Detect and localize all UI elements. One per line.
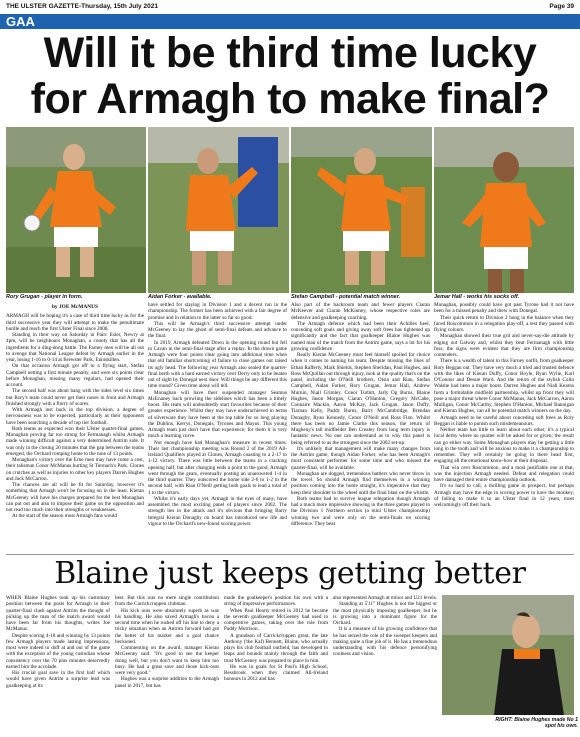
paragraph: WHEN Blaine Hughes took up his customary position between the posts for Armagh in their quarter-final clash against Antrim the thought of picking up the man of the match award would have been far from his thoughts, writes Joe McManus. <box>6 595 110 633</box>
photo-aidan-forker <box>148 127 289 293</box>
paragraph: Standing in their way on Saturday in Pairc Esler, Newry at 4pm, will be neighbours Monaghan, a county that has all the ingredients for a ding-dong battle. The Farney men will be all out to avenge that National League defeat by Armagh earlier in the year, losing 1-16 to 0-14 at Brewster Park, Enniskillen. <box>6 332 144 363</box>
headline-line-1: Will it be third time lucky <box>43 29 537 77</box>
paragraph: Monaghan, possibly could have got past Tyrone had it not have been for a missed penalty and drew with Donegal. <box>434 302 574 315</box>
section-divider <box>6 554 574 555</box>
caption-photo-2: Aidan Forker - available. <box>148 294 212 300</box>
headline-line-2: for Armagh to make final? <box>30 75 550 123</box>
paragraph: When Paul Hearty retired in 2012 he became the seventh goalkeeper McGeeney had used in competitive games, taking over the role from Paddy Morrison. <box>224 607 328 633</box>
paragraph: It is a measure of his growing confidence that he has seized the role of the sweeper keepers and making quite a fine job of it. He has a tremendous understanding with his defence personifying coolness and vision. <box>333 626 437 658</box>
paragraph: Their quick return to Division 2 hung in the balance when they faced Roscommon in a relegation play-off, a test they passed with flying colours. <box>434 314 574 333</box>
paragraph: In 2019, Armagh defeated Down in the opening round but fell to Cavan in the semi-final stage after a replay. In the drawn game Armagh were four points clear going into additional time when that old familiar shortcoming of failure to close games out raised its ugly head. The following year Armagh also sealed the quarter-final berth with a hard earned victory over Derry only to be beaten out of sight by Donegal next door. Will things be any different this time round? Given time alone will tell. <box>148 339 287 390</box>
paragraph: Monaghan will have their suspended manager Seamus McEnaney back prowling the sidelines which has been a timely boost. His team will undoubtedly start favourites because of their greater experience. Whilst they may have underachieved in terms of silverware they have been at the top table for so long playing the Dublins, Kerrys, Donegals, Tyrones and Mayos. This young Armagh team just don't have that experience; for them it is very much a learning curve. <box>148 389 287 440</box>
paragraph: At the start of the season most Armagh fans would <box>12 513 118 520</box>
paragraph: A grandson of Carrickcruppen great, the late Anthony ('the Kaf) Bennett, Blaine, who actually plays his club football outfield, has developed in leaps and bounds mainly through the faith and trust McGeeney was prepared to place in him. <box>224 632 328 664</box>
paragraph: He was in goals for St Paul's High School, Bessbrook when they claimed All-Ireland honours in 2012 and has <box>224 663 328 683</box>
paragraph: best. But this was no mere single contribution from the Carrickcruppen clubman. <box>115 595 219 608</box>
photo-blaine-hughes <box>442 595 574 715</box>
paragraph: also represented Armagh at minor and U21 levels. <box>333 595 437 601</box>
paragraph: Not enough have had Monaghan's measure in recent times. Their last championship meeting was Round 2 of the 2019 All-Ireland Qualifiers played at Clones, Armagh coasting to a 2-17 to 1-12 victory. There was little between the teams in a cracking opening half, but after changing ends a point to the good, Armagh went through the gears, eventually posting an unanswered 1-4 in the third quarter. They outscored the home side 2-6 to 1-2 in the second half, with Rian O'Neill getting both goals to lead a total of 1 to the victors. <box>148 439 287 496</box>
paragraph: This will be Armagh's third successive attempt under McGeeney to lay the ghost of semi-final defeats and advance to the final. <box>148 320 287 340</box>
page-number: Page 39 <box>549 3 574 10</box>
caption-photo-3: Stefan Campbell - potential match winner. <box>291 294 401 300</box>
paragraph: Both teams had to survive league relegation though Armagh had a much more impressive showing in the three games played in the Division 1 Northern section (a mini Ulster championship) winning two and were only on the semi-finals on scoring difference. They beat <box>291 495 430 527</box>
main-column-3 <box>291 302 430 552</box>
paragraph: The Armagh defence which had been their Achilles heel, conceding soft goals and giving away soft frees has tightened up significantly and the fact that goalkeeper Blaine Hughes was named man of the match from the Antrim game, says a lot for his growing confidence. <box>291 320 430 352</box>
second-column-1 <box>6 595 110 735</box>
paragraph: Both teams as expected won their Ulster quarter-final games, Monaghan proving far too strong for Fermanagh whilst Armagh made winning difficult against a very determined Antrim side. It was only in the closing 20 minutes that the gap between the teams emerged, the Orchard romping home to the tune of 13 points. <box>6 425 144 457</box>
second-column-2 <box>115 595 219 735</box>
paragraph: Commenting on the award, manager Kieran McGeeney said: "It's good to see the keeper doing well, but you don't want to keep him too busy. He had a great save and those kick-outs were very good." <box>115 645 219 676</box>
second-headline: Blaine just keeps getting better <box>54 556 526 591</box>
main-column-2 <box>148 302 287 552</box>
paragraph: It's unlikely that management will make many changes from the Antrim game, though Aidan Forker, who has been Armagh's most consistent performer for some time and who missed the quarter-final, will be available. <box>291 445 430 471</box>
photo-caption-blaine: RIGHT: Blaine Hughes made No 1 spot his own. <box>495 717 578 729</box>
paragraph: His crucial goal save in the first half which would have given Antrim a surprise lead was goalkeeping at its <box>6 670 110 689</box>
page-header <box>0 0 580 15</box>
main-column-1 <box>6 302 144 552</box>
paragraph: The chances are all will be fit for Saturday, however it's something that Armagh won't be focusing on in the least. Kieran McGeeney will have his charges prepared for the best Monaghan can put out and also to impose their game on the opposition and not read too much into their strengths or weaknesses. <box>6 482 144 513</box>
second-column-3 <box>224 595 328 735</box>
paragraph: On that occasion Armagh got off to a flying start, Stefan Campbell netting a first minute penalty, and were six points clear before Monaghan, missing many regulars, had opened their account. <box>6 363 144 388</box>
paragraph: His kick outs were absolutely superb as was his handling. He also saved Armagh's bacon a second time when he rushed off his line to deny a tricky situation when an Antrim forward had got the better of his marker and a goal chance beckoned. <box>115 607 219 645</box>
paragraph: Standing at 5'11" Hughes is not the biggest or the most physically imposing goalkeeper, but he is growing into a dominant figure for the Orchard. <box>333 601 437 626</box>
paragraph: Monaghan's victory over the Erne men may have come a cost, their talisman Conor McManus hurting St Tiernach's Park. Clones on crutches as well as injuries to other key players Darren Hughes and Jack McCarron. <box>6 457 144 482</box>
section-banner <box>0 14 580 29</box>
caption-photo-1: Rory Grugan - player in form. <box>6 294 83 300</box>
paragraph: There is a wealth of talent in this Farney outfit, from goalkeeper Rory Beggan out. They have very much a tried and trusted defence with the likes of Kieran Duffy, Conor Boyle, Ryan Wylie, Karl O'Connor and Dessie Ward. And the return of the stylish Colin Walshe had been a major boost. Darren Hughes and Niall Kearns form a formidable midfield partnership, whilst up front they will pose a major threat where Conor McManus, Jack McCarron, Aaron Mulligan, Conor McCarthy, Stephen O'Hanlon, Michael Bannigan and Kieran Hughes, can all be potential match winners on the day. <box>434 358 574 415</box>
paragraph: Also part of the backroom team and fewer players Ciaran McKeever and Ciaran McKinney, whose respective roles are defensive and goalkeeping coaching. <box>291 302 430 321</box>
paragraph: Really Kieran McGeeney must feel himself spoiled for choice when it comes to naming his team. Despite missing the likes of Ethan Rafferty, Mark Shields, Stephen Sheridan, Paul Hughes, and Ross McQuillan out through injury, look at the quality that's on the panel, including the O'Neill brothers, Oisin and Rian, Stefan Campbell, Aidan Forker, Rory Grugan, Jemar Hall, Andrew Murnin, Niall Grimley, Conor Turbitt, Jarly Og Burns, Blaine Hughes, Jason Morgan, Ciaran O'Hanlon, Gregory McCabe, Connaire Mackin, Aaron McKay, Jack Grugan, Jason Duffy, Tiarnan Kelly, Paddy Burns, Barry McCambridge, Brendan Donaghy, Ryan Kennedy, Conor O'Neill and Ross Finn. Whilst there has been no Jamie Clarke this season, the return of Mugheny's tall midfielder Ben Crealey from long term injury is fantastic news. No one can understand as to why this panel is being referred to as the strongest since the 2002 set-up. <box>291 352 430 446</box>
paragraph: Hughes was a surprise addition to the Armagh panel in 2017, but has <box>115 676 219 689</box>
paragraph: The second half was about bang with the sides level six times but Rory's team could never get their noses in front and Armagh finished strongly with a flurry of scores. <box>6 388 144 407</box>
paragraph: With Armagh inst back in the top division, a degree of nervousness was to be expected, particularly as their opponents have been searching a decade of top tier football. <box>6 407 144 426</box>
publication-date: THE ULSTER GAZETTE-Thursday, 15th July 2021 <box>6 3 158 10</box>
paragraph: Monaghan are dogged, tremendous battlers who never throw in the towel. So should Armagh find themselves in a winning position coming into the home straight, it's imperative that they keep their shoulder to the wheel until the final blast on the whistle. <box>291 470 430 496</box>
caption-photo-4: Jemar Hall - works his socks off. <box>434 294 520 300</box>
paragraph: It's so hard to call, a thrilling game in prospect, but perhaps Armagh may have the edge in scoring power to have the monkey, of failing to make it to an Ulster final in 12 years, most welcomingly off their back. <box>434 483 574 508</box>
paragraph: Neither team has little to learn about each other, it's a typical local derby where no quarter will be asked for or given; the result can go either way. Some Monaghan players may be getting a little long in the tooth and will be anxious to make it a championship to remember. They will certainly be going in there head first, engaging all the emotional know-how at their disposal. <box>434 427 574 465</box>
section-label: GAA <box>6 14 35 29</box>
paragraph: ARMAGH will be hoping it's a case of third time lucky as for the third successive year they will attempt to make the penultimate hurdle and reach the first Ulster Final since 2008. <box>6 313 144 332</box>
byline: by JOE McMANUS <box>51 304 99 310</box>
main-column-4 <box>434 302 574 552</box>
paragraph: have settled for staying in Division 1 and a decent run in the championship. The former has been achieved with a fair degree of promise and in relation to the latter so far so good. <box>148 302 287 321</box>
main-headline <box>0 30 580 122</box>
photo-strip <box>0 127 580 293</box>
second-column-4 <box>333 595 437 735</box>
photo-jemar-hall <box>434 127 574 293</box>
paragraph: made the goalkeeper's position his own with a string of impressive performances. <box>224 595 328 608</box>
paragraph: Whilst it's early days yet, Armagh in the eyes of many, have assembled the most exciting panel of players since 2002. The strength lies in the attack and it's obvious that bringing Barry Integral Kieran Donaghy on board has introduced new life and vigour to the Orchard's new-found scoring power. <box>148 495 287 527</box>
paragraph: Despite scoring 4-18 and winning by 13 points few Armagh players made lasting impressions, most were indeed to doff at and out of the game with the exception of the young custodian whose consistency over the 70 plus minutes deservedly earned him the accolade. <box>6 632 110 670</box>
paragraph: Armagh need to be careful about conceding soft frees as Rory Beggan is liable to punish such misdemeanours. <box>434 414 574 427</box>
paragraph: Monaghan showed their true grit and never-say-die attitude by edging out Galway and, whilst they beat Fermanagh with little fuss, the signs were evident that they are firm championship contenders. <box>434 333 574 358</box>
photo-rory-grugan <box>6 127 146 293</box>
photo-stefan-campbell <box>291 127 432 293</box>
paragraph: That win over Roscommon, and a most justifiable one at that, was the injection Armagh needed. Defeat and relegation could have damaged their entire championship outlook. <box>434 464 574 483</box>
